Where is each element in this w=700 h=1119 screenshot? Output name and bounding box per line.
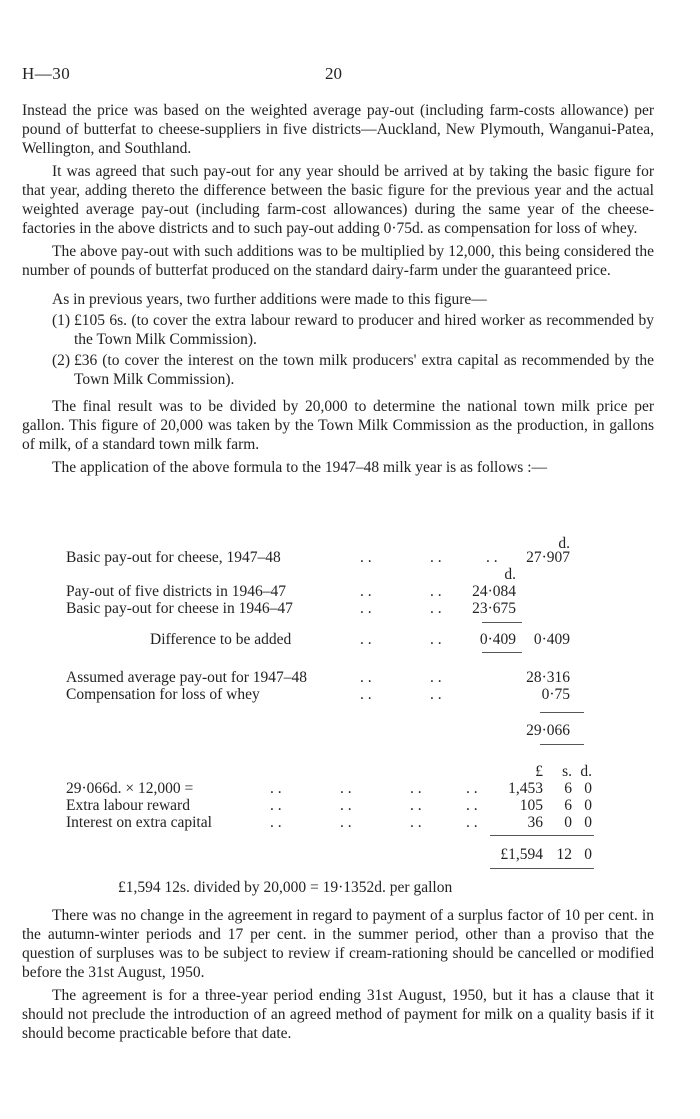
money-pounds: 105 [519, 797, 543, 814]
leader-dots: . . [270, 797, 282, 814]
money-pence: 0 [584, 797, 592, 814]
leader-dots: . . [430, 549, 442, 566]
leader-dots: . . [410, 780, 422, 797]
total-pounds: £1,594 [500, 846, 543, 863]
division-line: £1,594 12s. divided by 20,000 = 19·1352d. per gallon [118, 879, 453, 896]
money-shillings: 0 [564, 814, 572, 831]
leader-dots: . . [340, 797, 352, 814]
divider [490, 835, 594, 836]
money-pence: 0 [584, 780, 592, 797]
table-row [0, 599, 654, 618]
basic-cheese-label: Basic pay-out for cheese, 1947–48 [66, 549, 281, 566]
leader-dots: . . [270, 814, 282, 831]
leader-dots: . . [430, 583, 442, 600]
total-shillings: 12 [556, 846, 572, 863]
addition-number: (1) [52, 312, 71, 329]
money-shillings: 6 [564, 780, 572, 797]
money-label: 29·066d. × 12,000 = [66, 780, 194, 797]
final-paragraph: The final result was to be divided by 20,000 to determine the national town milk price per gallon. This figure of 20,000 was taken by the Town Milk Commission as the production, in gallons of milk, of a standard town milk farm. [22, 398, 654, 453]
assumed-value: 28·316 [526, 669, 570, 686]
difference-label: Difference to be added [150, 631, 292, 648]
leader-dots: . . [360, 686, 372, 703]
divider [540, 712, 584, 713]
leader-dots: . . [360, 669, 372, 686]
addition-text: £105 6s. (to cover the extra labour reward to producer and hired worker as recommended by the Town Milk Commission). [74, 312, 654, 348]
money-pounds: 36 [527, 814, 543, 831]
pounds-header: £ [535, 763, 543, 780]
money-row [0, 813, 654, 832]
table-row [0, 630, 654, 649]
pence-header: d. [580, 763, 592, 780]
unit-label: d. [504, 566, 516, 583]
money-total-row [0, 845, 654, 864]
money-pounds: 1,453 [508, 780, 543, 797]
leader-dots: . . [270, 780, 282, 797]
basic-prev-value: 23·675 [472, 600, 516, 617]
leader-dots: . . [430, 600, 442, 617]
leader-dots: . . [340, 814, 352, 831]
divider [482, 652, 522, 653]
report-code: H—30 [22, 64, 71, 83]
unit-label: d. [558, 535, 570, 552]
leader-dots: . . [410, 814, 422, 831]
divider [540, 744, 584, 745]
five-districts-value: 24·084 [472, 583, 516, 600]
additions-intro: As in previous years, two further additions were made to this figure— [52, 291, 487, 308]
multiplied-paragraph: The above pay-out with such additions was to be multiplied by 12,000, this being considered the number of pounds of butterfat produced on the standard dairy-farm under the guaranteed price. [22, 243, 654, 279]
addition-text: £36 (to cover the interest on the town milk producers' extra capital as recommended by the Town Milk Commission). [74, 352, 654, 388]
table-row [0, 721, 654, 740]
closing-text [22, 906, 654, 1043]
term-paragraph: The agreement is for a three-year period ending 31st August, 1950, but it has a clause that it should not preclude the introduction of an agreed method of payment for milk on a quality basis if it should become practicable before that date. [22, 987, 654, 1042]
money-pence: 0 [584, 814, 592, 831]
subtotal-value: 29·066 [526, 722, 570, 739]
whey-value: 0·75 [541, 686, 570, 703]
surplus-paragraph: There was no change in the agreement in regard to payment of a surplus factor of 10 per cent. in the autumn-winter periods and 17 per cent. in the summer period, other than a proviso that the question of surpluses was to be subject to review if cream-rationing should be cancelled or modified before the 31st August, 1950. [22, 907, 654, 981]
leader-dots: . . [360, 631, 372, 648]
addition-item [22, 351, 654, 389]
money-label: Extra labour reward [66, 797, 190, 814]
leader-dots: . . [410, 797, 422, 814]
money-label: Interest on extra capital [66, 814, 212, 831]
intro-paragraph: Instead the price was based on the weighted average pay-out (including farm-costs allowance) per pound of butterfat to cheese-suppliers in five districts—Auckland, New Plymouth, Wanganui-Patea, Wellington, and Southland. [22, 102, 654, 157]
agreed-paragraph: It was agreed that such pay-out for any year should be arrived at by taking the basic figure for that year, adding thereto the difference between the basic figure for the previous year and the actual weighted average pay-out (including farm-cost allowances) during the same year of the cheese-factories in the above districts and to such pay-out adding 0·75d. as compensation for loss of whey. [22, 163, 654, 237]
difference-carried: 0·409 [533, 631, 570, 648]
shillings-header: s. [562, 763, 572, 780]
addition-item [22, 311, 654, 349]
total-pence: 0 [584, 846, 592, 863]
addition-number: (2) [52, 352, 71, 369]
leader-dots: . . [430, 669, 442, 686]
page-number: 20 [325, 64, 342, 83]
basic-prev-label: Basic pay-out for cheese in 1946–47 [66, 600, 293, 617]
leader-dots: . . [466, 814, 478, 831]
divider [482, 622, 522, 623]
main-text [22, 101, 654, 477]
basic-cheese-value: 27·907 [526, 549, 570, 566]
assumed-label: Assumed average pay-out for 1947–48 [66, 669, 308, 686]
leader-dots: . . [466, 780, 478, 797]
leader-dots: . . [486, 549, 498, 566]
application-paragraph: The application of the above formula to the 1947–48 milk year is as follows :— [52, 459, 548, 476]
divider [490, 868, 594, 869]
leader-dots: . . [340, 780, 352, 797]
table-row [0, 685, 654, 704]
leader-dots: . . [360, 600, 372, 617]
leader-dots: . . [360, 583, 372, 600]
five-districts-label: Pay-out of five districts in 1946–47 [66, 583, 286, 600]
leader-dots: . . [466, 797, 478, 814]
difference-value: 0·409 [479, 631, 516, 648]
leader-dots: . . [430, 686, 442, 703]
leader-dots: . . [430, 631, 442, 648]
money-shillings: 6 [564, 797, 572, 814]
whey-label: Compensation for loss of whey [66, 686, 260, 703]
leader-dots: . . [360, 549, 372, 566]
